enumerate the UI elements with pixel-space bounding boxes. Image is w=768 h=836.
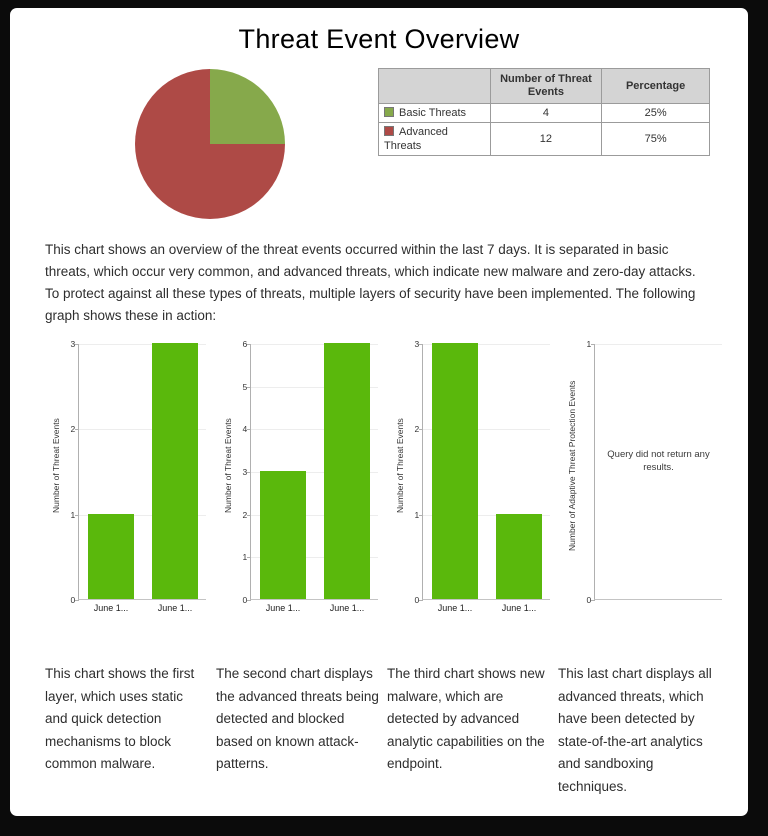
axis-tick — [247, 472, 251, 473]
plot-area — [70, 339, 206, 613]
bar — [260, 471, 306, 599]
table-row — [379, 104, 710, 123]
advanced-threats-count: 12 — [490, 123, 602, 156]
plot-area — [242, 339, 378, 613]
basic-threats-percentage: 25% — [602, 104, 710, 123]
bar — [432, 343, 478, 599]
y-tick-label: 1 — [586, 339, 592, 349]
axis-tick — [419, 515, 423, 516]
bar — [88, 514, 134, 599]
intro-text — [45, 239, 715, 327]
y-tick-label: 0 — [414, 595, 420, 605]
axis-tick — [419, 429, 423, 430]
axis-tick — [247, 557, 251, 558]
y-tick-label: 3 — [70, 339, 76, 349]
bar — [496, 514, 542, 599]
x-tick-label: June 1... — [329, 603, 365, 613]
y-tick-label: 6 — [242, 339, 248, 349]
y-tick-label: 1 — [414, 509, 420, 520]
axis-tick — [419, 600, 423, 601]
y-tick-label: 2 — [242, 509, 248, 520]
x-tick-label: June 1... — [93, 603, 129, 613]
axis-tick — [247, 600, 251, 601]
y-axis-label: Number of Adaptive Threat Protection Events — [567, 380, 577, 552]
bar-charts-row — [38, 338, 728, 628]
y-tick-label: 0 — [70, 595, 76, 605]
axis-tick — [247, 387, 251, 388]
x-tick-label: June 1... — [265, 603, 301, 613]
axis-tick — [419, 344, 423, 345]
table-row — [379, 123, 710, 156]
y-tick-label: 1 — [70, 509, 76, 520]
axis-tick — [591, 344, 595, 345]
advanced-threats-label-cell — [379, 123, 491, 156]
table-header-events: Number of Threat Events — [490, 69, 602, 104]
x-tick-label: June 1... — [437, 603, 473, 613]
axis-tick — [75, 429, 79, 430]
y-axis-label: Number of Threat Events — [51, 418, 61, 514]
bar-chart-basic-detection — [38, 338, 210, 628]
y-axis-label: Number of Threat Events — [395, 418, 405, 514]
y-tick-label: 2 — [70, 424, 76, 435]
gridline — [595, 344, 722, 345]
advanced-threats-label: Advanced Threats — [384, 126, 448, 152]
y-tick-label: 3 — [242, 467, 248, 477]
y-tick-label: 3 — [414, 339, 420, 349]
bar — [324, 343, 370, 599]
advanced-threats-percentage: 75% — [602, 123, 710, 156]
y-axis-label: Number of Threat Events — [223, 418, 233, 514]
page-title: Threat Event Overview — [238, 24, 520, 54]
x-tick-label: June 1... — [501, 603, 537, 613]
threat-summary-table — [378, 68, 710, 156]
report-page — [10, 8, 748, 816]
caption-chart-2: The second chart displays the advanced threats being detected and blocked based on known attack-patterns. — [216, 666, 379, 771]
axis-tick — [247, 515, 251, 516]
threat-overview-pie-chart — [135, 69, 285, 219]
table-header-row — [379, 69, 710, 104]
axis-tick — [247, 429, 251, 430]
y-tick-label: 4 — [242, 424, 248, 435]
basic-threats-count: 4 — [490, 104, 602, 123]
table-header-percentage: Percentage — [602, 69, 710, 104]
caption-chart-1: This chart shows the first layer, which uses static and quick detection mechanisms to block common malware. — [45, 666, 195, 771]
basic-threats-label-cell — [379, 104, 491, 123]
y-tick-label: 1 — [242, 552, 248, 563]
empty-results-message: Query did not return any results. — [607, 449, 710, 473]
bar-chart-advanced-blocked — [210, 338, 382, 628]
bar — [152, 343, 198, 599]
basic-threats-label: Basic Threats — [399, 107, 467, 119]
axis-tick — [247, 344, 251, 345]
caption-chart-4: This last chart displays all advanced threats, which have been detected by state-of-the-art analytics and sandboxing techniques. — [558, 666, 712, 794]
bar-chart-new-malware — [382, 338, 554, 628]
plot-area — [586, 339, 722, 605]
chart-captions-row — [45, 663, 721, 798]
table-header-empty — [379, 69, 491, 104]
bar-chart-adaptive-protection-empty — [554, 338, 726, 628]
axis-tick — [75, 344, 79, 345]
x-tick-label: June 1... — [157, 603, 193, 613]
y-tick-label: 0 — [586, 595, 592, 605]
y-tick-label: 2 — [414, 424, 420, 435]
axis-tick — [75, 515, 79, 516]
caption-chart-3: The third chart shows new malware, which are detected by advanced analytic capabilities on the endpoint. — [387, 666, 545, 771]
intro-paragraph-2: To protect against all these types of threats, multiple layers of security have been implemented. The following graph shows these in action: — [45, 286, 696, 323]
advanced-threats-legend-swatch — [384, 126, 394, 136]
y-tick-label: 5 — [242, 381, 248, 392]
axis-tick — [591, 600, 595, 601]
y-tick-label: 0 — [242, 595, 248, 605]
axis-tick — [75, 600, 79, 601]
basic-threats-legend-swatch — [384, 107, 394, 117]
intro-paragraph-1: This chart shows an overview of the threat events occurred within the last 7 days. It is separated in basic threats, which occur very common, and advanced threats, which indicate new malware and zero-day attacks. — [45, 242, 696, 279]
plot-area — [414, 339, 550, 613]
